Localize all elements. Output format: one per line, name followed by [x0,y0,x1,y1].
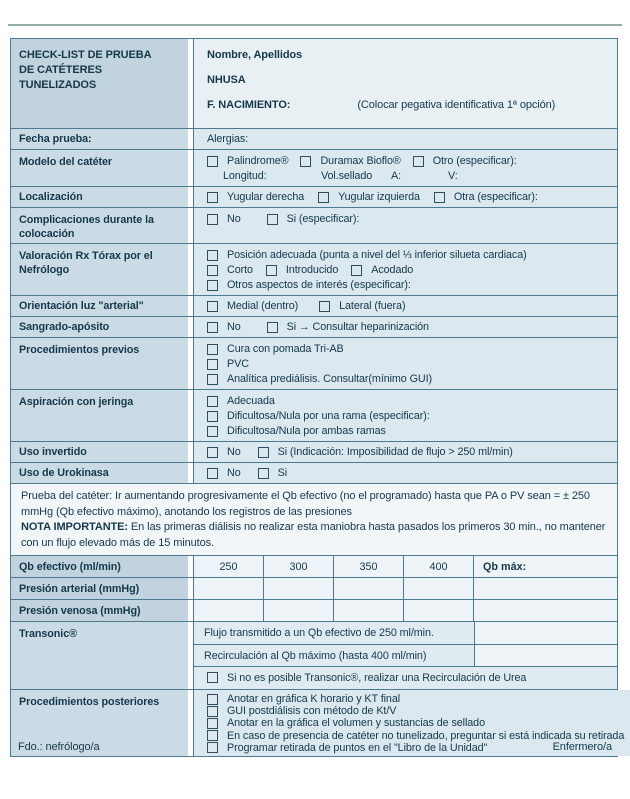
checkbox-icon[interactable] [413,156,424,167]
value-cell-empty[interactable] [473,578,617,599]
table-row-urokinasa [11,462,617,483]
note-important-label: NOTA IMPORTANTE: [21,521,128,533]
checkbox-icon[interactable] [207,694,218,705]
qb-value-350: 350 [333,556,403,577]
value-cell-empty[interactable] [263,600,333,621]
presion-arterial-label: Presión arterial (mmHg) [11,578,188,599]
table-row-aspiracion [11,389,617,441]
label-line: Valoración Rx Tórax por el [19,250,153,262]
option-cateter-no-tunelizado [207,730,624,742]
sangrado-content [193,317,617,337]
option-no [207,212,241,227]
birth-date-label: F. NACIMIENTO: [207,99,291,111]
sangrado-label: Sangrado-apósito [11,317,188,337]
checkbox-icon[interactable] [434,192,445,203]
value-cell-empty[interactable] [263,578,333,599]
value-cell-empty[interactable] [193,600,263,621]
checkbox-icon[interactable] [207,301,218,312]
signature-footer [18,741,612,753]
table-row-sangrado [11,316,617,337]
checkbox-icon[interactable] [207,280,218,291]
transonic-urea-option [194,667,617,688]
option-label: Introducido [285,264,339,276]
option-label: Yugular izquierda [338,190,420,203]
orientacion-content [193,296,617,316]
option-pvc [207,357,249,372]
option-yugular-izquierda [318,190,420,205]
option-label: Anotar en la gráfica el volumen y sustancias de sellado [227,717,485,730]
option-label: GUI postdiálisis con método de Kt/V [227,705,397,718]
table-row-fecha [11,128,617,149]
value-cell-empty[interactable] [333,578,403,599]
checkbox-icon[interactable] [207,214,218,225]
table-row-valoracion-rx [11,243,617,295]
option-anotar-volumen-sellado [207,717,485,729]
value-cell-empty[interactable] [403,578,473,599]
checkbox-icon[interactable] [318,192,329,203]
option-label: Otra (especificar): [453,190,538,203]
option-no [207,320,241,335]
checkbox-icon[interactable] [207,706,218,717]
signature-enfermero-label: Enfermero/a [552,741,612,753]
orientacion-label: Orientación luz "arterial" [11,296,188,316]
sticker-note: (Colocar pegativa identificativa 1ª opción) [357,99,556,111]
option-label: Palindrome® [227,155,289,167]
recirculacion-label: Recirculación al Qb máximo (hasta 400 ml/min) [204,649,427,662]
checkbox-icon[interactable] [207,322,218,333]
checkbox-icon[interactable] [207,359,218,370]
option-analitica [207,372,432,387]
posteriores-label: Procedimientos posteriores [11,690,188,756]
option-medial [207,299,298,314]
transonic-subrow-urea [194,666,617,688]
table-row-uso-invertido [11,441,617,462]
option-si [258,466,287,481]
checkbox-icon[interactable] [207,344,218,355]
option-label: Acodado [371,264,414,276]
checkbox-icon[interactable] [207,447,218,458]
option-anotar-grafica-k [207,693,400,705]
checkbox-icon[interactable] [207,730,218,741]
option-cura-pomada [207,342,344,357]
patient-name-label: Nombre, Apellidos [207,49,303,61]
option-label: Yugular derecha [227,190,305,203]
option-no [207,445,241,460]
qb-efectivo-label: Qb efectivo (ml/min) [11,556,188,577]
transonic-subrow-recirculacion [194,644,617,666]
option-label: Si [277,466,288,479]
top-divider-rule [8,24,622,26]
modelo-label: Modelo del catéter [11,150,188,186]
modelo-content [193,150,617,186]
checkbox-icon[interactable] [207,265,218,276]
checkbox-icon[interactable] [207,468,218,479]
option-acodado [351,263,413,278]
previos-content [193,338,617,389]
valoracion-rx-label [11,244,188,295]
urokinasa-content [193,463,617,483]
checkbox-icon[interactable] [258,468,269,479]
option-label: Analítica prediálisis. Consultar(mínimo GUI) [227,373,433,385]
checkbox-icon[interactable] [207,672,218,683]
checkbox-icon[interactable] [267,214,278,225]
option-label: Si (Indicación: Imposibilidad de flujo > 250 ml/min) [277,445,513,458]
option-label: Duramax Bioflo® [320,155,401,167]
option-lateral [319,299,405,314]
vol-v-label: V: [448,170,458,182]
aspiracion-label: Aspiración con jeringa [11,390,188,441]
option-label: No [227,445,241,458]
table-row-presion-venosa [11,599,617,621]
table-row-previos [11,337,617,389]
option-introducido [266,263,338,278]
label-line: Nefrólogo [19,264,70,276]
checkbox-icon[interactable] [207,411,218,422]
option-label: Otro (especificar): [432,155,517,167]
option-label: Si (especificar): [286,213,360,225]
option-adecuada [207,394,275,409]
option-duramax [300,154,400,169]
option-label: Programar retirada de puntos en el "Libro de la Unidad" [227,741,488,754]
option-label: No [227,466,241,479]
option-no [207,466,241,481]
table-row-header [11,39,617,128]
qb-max-label: Qb máx: [473,556,617,577]
option-corto [207,263,253,278]
checkbox-icon[interactable] [207,718,218,729]
option-label: Otros aspectos de interés (especificar): [227,279,411,291]
option-label: PVC [227,358,249,370]
option-label: Dificultosa/Nula por una rama (especificar): [227,410,430,422]
option-posicion-adecuada [207,248,527,263]
option-label: Cura con pomada Tri-AB [227,343,344,355]
value-cell-empty[interactable] [474,645,617,666]
urokinasa-label: Uso de Urokinasa [11,463,188,483]
value-cell-empty[interactable] [333,600,403,621]
qb-value-300: 300 [263,556,333,577]
option-label: En caso de presencia de catéter no tunelizado, preguntar si está indicada su retirada [227,729,625,742]
value-cell-empty[interactable] [403,600,473,621]
option-label: Si no es posible Transonic®, realizar una Recirculación de Urea [227,671,527,684]
option-dificultosa-una-rama [207,409,430,424]
label-line: Complicaciones durante la [19,214,154,226]
table-row-presion-arterial [11,577,617,599]
checkbox-icon[interactable] [207,396,218,407]
signature-nefrologo-label: Fdo.: nefrólogo/a [18,741,100,753]
option-label: Corto [227,264,253,276]
vol-a-label: A: [391,170,402,182]
longitud-label: Longitud: [223,170,267,182]
option-yugular-derecha [207,190,304,205]
checkbox-icon[interactable] [319,301,330,312]
label-line: colocación [19,228,75,240]
option-label: Anotar en gráfica K horario y KT final [227,693,401,705]
patient-data-cell [193,39,617,128]
previos-label: Procedimientos previos [11,338,188,389]
checkbox-icon[interactable] [300,156,311,167]
qb-value-400: 400 [403,556,473,577]
note-line-2 [21,520,607,551]
option-si-indicacion [258,445,513,460]
option-label: Si → Consultar heparinización [286,320,429,333]
qb-value-250: 250 [193,556,263,577]
presion-venosa-label: Presión venosa (mmHg) [11,600,188,621]
form-title-line: DE CATÉTERES [19,64,102,76]
complicaciones-label [11,208,188,243]
flujo-transmitido-label: Flujo transmitido a un Qb efectivo de 250 ml/min. [204,627,434,639]
aspiracion-content [193,390,617,441]
note-line-1: Prueba del catéter: Ir aumentando progresivamente el Qb efectivo (no el programado) hasta que PA o PV sean = ± 250 mmHg (Qb efectivo máximo), anotando los registros de las presiones [21,490,590,518]
option-si-heparinizacion [267,320,429,335]
checklist-table [10,38,625,757]
option-palindrome [207,154,288,169]
table-row-qb-efectivo [11,555,617,577]
checkbox-icon[interactable] [267,322,278,333]
checkbox-icon[interactable] [207,192,218,203]
complicaciones-content [193,208,617,243]
option-gui-postdialisis [207,705,396,717]
option-si-especificar [267,212,360,227]
table-row-transonic [11,621,617,689]
value-cell-empty[interactable] [473,600,617,621]
form-title-line: TUNELIZADOS [19,79,97,91]
checkbox-icon[interactable] [266,265,277,276]
value-cell-empty[interactable] [193,578,263,599]
option-label: No [227,320,241,333]
alergias-label: Alergias: [193,129,617,149]
table-row-complicaciones [11,207,617,243]
option-label: No [227,213,241,225]
checkbox-icon[interactable] [207,156,218,167]
option-otros-aspectos [207,278,411,293]
option-dificultosa-ambas-ramas [207,424,386,439]
value-cell-empty[interactable] [474,622,617,644]
vol-sellado-label: Vol.sellado [321,170,373,182]
transonic-content [193,622,617,689]
option-label: Posición adecuada (punta a nivel del ⅓ inferior silueta cardiaca) [227,249,527,261]
checkbox-icon[interactable] [207,374,218,385]
option-otro [413,154,517,169]
note-important-text: En las primeras diálisis no realizar esta maniobra hasta pasados los primeros 30 min., no mantener con un flujo elevado más de 15 minutos. [21,521,606,549]
fecha-label: Fecha prueba: [11,129,188,149]
checkbox-icon[interactable] [207,250,218,261]
form-title-line: CHECK-LIST DE PRUEBA [19,49,152,61]
localizacion-label: Localización [11,187,188,207]
checkbox-icon[interactable] [351,265,362,276]
patient-nhusa-label: NHUSA [207,74,246,86]
localizacion-content [193,187,617,207]
option-label: Lateral (fuera) [339,299,406,312]
checkbox-icon[interactable] [258,447,269,458]
table-row-localizacion [11,186,617,207]
transonic-subrow-flujo [194,622,617,644]
valoracion-rx-content [193,244,617,295]
transonic-label: Transonic® [11,622,188,689]
form-title [11,39,188,128]
checkbox-icon[interactable] [207,426,218,437]
uso-invertido-content [193,442,617,462]
option-label: Medial (dentro) [227,299,299,312]
prueba-cateter-note [11,483,617,555]
table-row-modelo [11,149,617,186]
option-otra [434,190,538,205]
option-label: Adecuada [227,395,275,407]
table-row-orientacion [11,295,617,316]
uso-invertido-label: Uso invertido [11,442,188,462]
option-label: Dificultosa/Nula por ambas ramas [227,425,386,437]
